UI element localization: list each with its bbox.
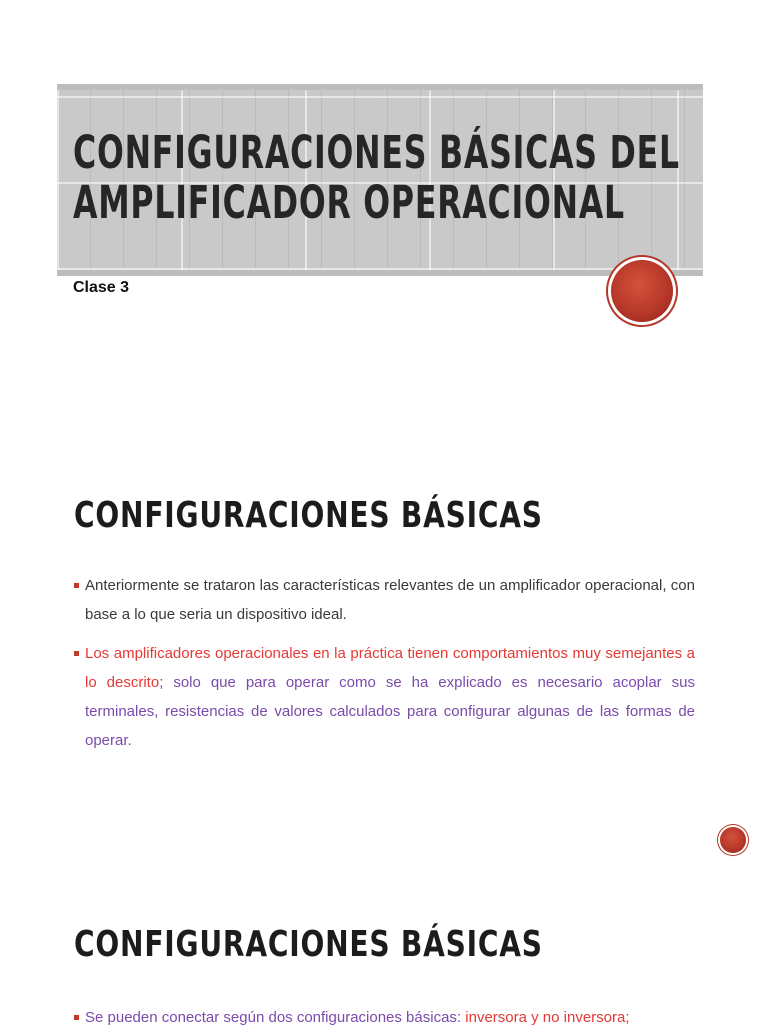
bullet-square-icon bbox=[74, 583, 79, 588]
title-line-1: CONFIGURACIONES BÁSICAS DEL bbox=[73, 126, 680, 179]
bullet-text bbox=[74, 1003, 695, 1032]
bullet-text-separator: ; bbox=[159, 674, 174, 691]
slide-subtitle: Clase 3 bbox=[73, 279, 130, 296]
bullet-text: Anteriormente se trataron las características relevantes de un amplificador operacional, con base a lo que seria un dispositivo ideal. bbox=[85, 577, 695, 623]
section-heading: CONFIGURACIONES BÁSICAS bbox=[74, 924, 543, 965]
bullet-square-icon bbox=[74, 1015, 79, 1020]
bullet-item bbox=[74, 571, 695, 629]
bullet-item bbox=[74, 1003, 695, 1032]
slide-title bbox=[0, 0, 768, 420]
bullet-square-icon bbox=[74, 651, 79, 656]
bullet-text bbox=[74, 639, 695, 755]
title-banner bbox=[57, 84, 703, 276]
bullet-text-purple: solo que para operar como se ha explicado es necesario acoplar sus terminales, resistencias de valores calculados para configurar algunas de las formas de operar. bbox=[85, 674, 695, 749]
bullet-text-red: Los amplificadores operacionales en la práctica tienen comportamientos muy semejantes a lo descrito bbox=[85, 645, 695, 691]
bullet-text-red: inversora y no inversora; bbox=[465, 1009, 630, 1026]
bullet-item bbox=[74, 639, 695, 755]
title-line-2: AMPLIFICADOR OPERACIONAL bbox=[73, 176, 625, 229]
bullet-text-purple: Se pueden conectar según dos configuraciones básicas: bbox=[85, 1009, 466, 1026]
decorative-circle-icon bbox=[720, 827, 746, 853]
slide-title-text bbox=[73, 126, 680, 229]
section-heading: CONFIGURACIONES BÁSICAS bbox=[74, 495, 543, 536]
decorative-circle-icon bbox=[611, 260, 673, 322]
